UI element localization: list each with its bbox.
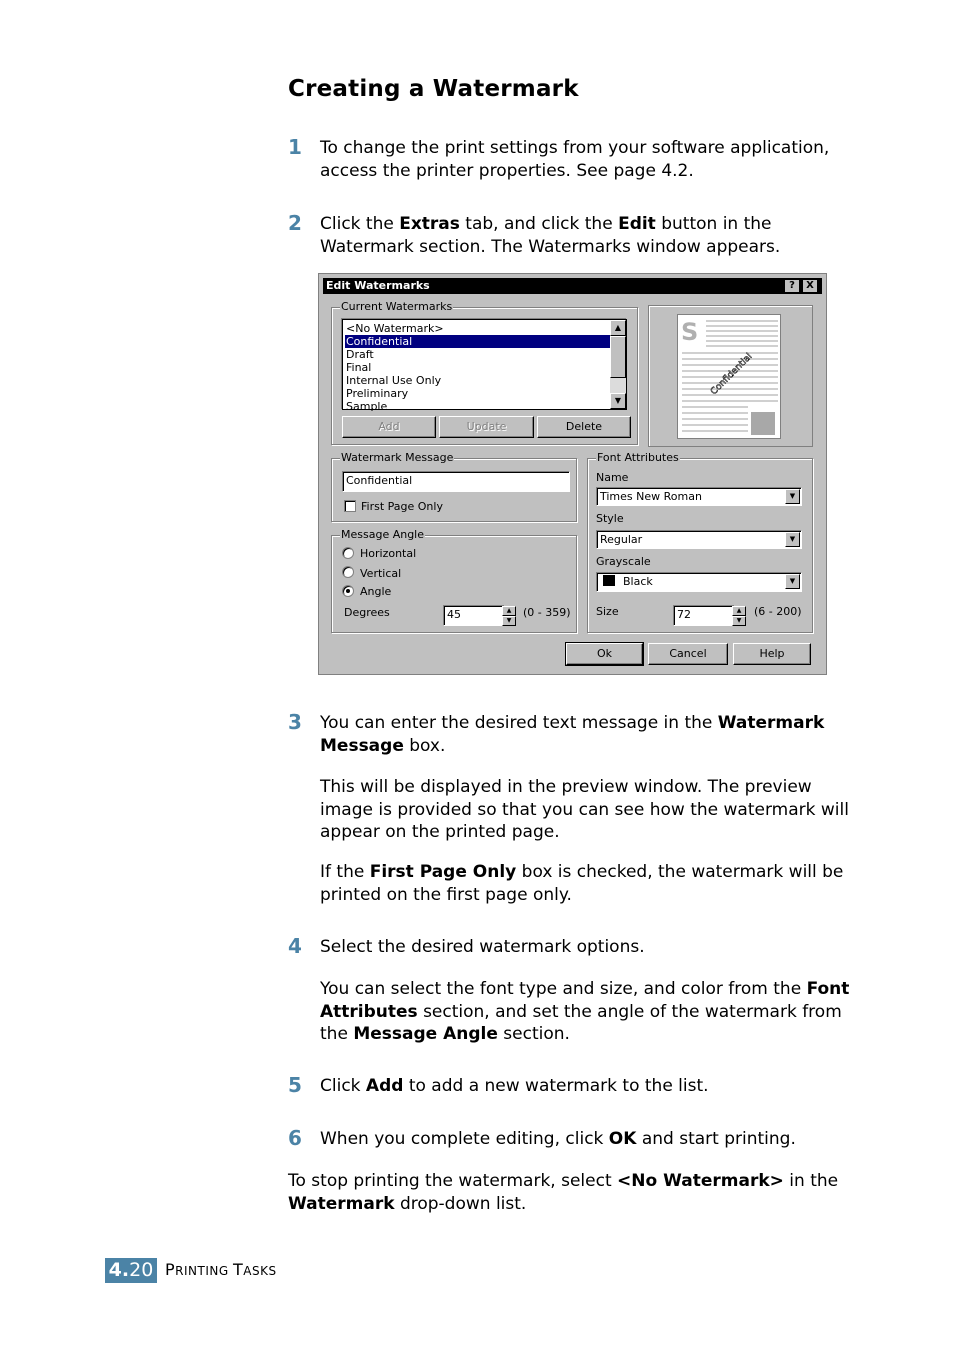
- scroll-thumb[interactable]: [610, 336, 626, 378]
- font-attributes-group: [587, 451, 813, 633]
- grayscale-value: Black: [623, 575, 653, 588]
- list-item[interactable]: Draft: [346, 348, 374, 361]
- spin-down-icon[interactable]: ▼: [732, 616, 746, 626]
- size-input[interactable]: 72: [673, 605, 735, 626]
- vertical-radio[interactable]: [342, 566, 354, 578]
- scroll-down-icon[interactable]: ▼: [610, 393, 626, 409]
- preview-watermark-text: Confidential: [709, 351, 755, 398]
- watermarks-listbox[interactable]: [342, 319, 627, 410]
- font-style-dropdown[interactable]: [596, 530, 802, 549]
- page-title: Creating a Watermark: [288, 76, 579, 102]
- dialog-titlebar: [323, 278, 822, 294]
- close-button[interactable]: X: [802, 279, 818, 293]
- step-1-text: To change the print settings from your software application, access the printer properties. See page 4.2.: [320, 138, 830, 181]
- preview-frame: [648, 305, 813, 447]
- font-attributes-legend: Font Attributes: [597, 451, 679, 464]
- list-item[interactable]: Preliminary: [346, 387, 409, 400]
- degrees-spinner[interactable]: [502, 606, 516, 626]
- step-3-detail: This will be displayed in the preview window. The preview image is provided so that you can see how the watermark will appear on the printed page.: [320, 777, 849, 842]
- grayscale-label: Grayscale: [596, 555, 651, 568]
- size-range: (6 - 200): [754, 605, 802, 618]
- watermark-message-legend: Watermark Message: [341, 451, 454, 464]
- step-5-text: Click Add to add a new watermark to the list.: [320, 1076, 709, 1096]
- font-style-value: Regular: [600, 533, 643, 546]
- message-angle-group: [331, 528, 577, 633]
- spin-down-icon[interactable]: ▼: [502, 616, 516, 626]
- scroll-up-icon[interactable]: ▲: [610, 320, 626, 336]
- delete-button[interactable]: Delete: [537, 416, 631, 438]
- chevron-down-icon[interactable]: ▼: [785, 574, 800, 589]
- chevron-down-icon[interactable]: ▼: [785, 489, 800, 504]
- step-number: 4: [288, 934, 302, 958]
- message-angle-legend: Message Angle: [341, 528, 425, 541]
- preview-page: [677, 314, 781, 439]
- font-name-value: Times New Roman: [600, 490, 702, 503]
- add-button[interactable]: Add: [342, 416, 436, 438]
- list-item[interactable]: Sample: [346, 400, 388, 411]
- step-4-text: Select the desired watermark options.: [320, 937, 645, 957]
- size-spinner[interactable]: [732, 606, 746, 626]
- stop-watermark-note: To stop printing the watermark, select <No Watermark> in the Watermark drop-down list.: [288, 1171, 839, 1214]
- current-watermarks-legend: Current Watermarks: [341, 300, 453, 313]
- step-number: 1: [288, 135, 302, 159]
- font-name-dropdown[interactable]: [596, 487, 802, 506]
- horizontal-label: Horizontal: [360, 547, 417, 560]
- edit-watermarks-dialog: [318, 273, 827, 675]
- font-name-label: Name: [596, 471, 629, 484]
- spin-up-icon[interactable]: ▲: [502, 606, 516, 616]
- color-swatch-icon: [603, 575, 615, 586]
- list-scrollbar[interactable]: [610, 320, 626, 409]
- list-item-selected[interactable]: Confidential: [345, 335, 611, 348]
- list-item[interactable]: Final: [346, 361, 372, 374]
- dialog-title: Edit Watermarks: [326, 279, 430, 292]
- help-question-button[interactable]: ?: [784, 279, 800, 293]
- update-button[interactable]: Update: [439, 416, 534, 438]
- degrees-range: (0 - 359): [523, 606, 571, 619]
- current-watermarks-group: [331, 300, 638, 445]
- step-number: 3: [288, 710, 302, 734]
- preview-letter: S: [681, 318, 699, 346]
- step-3-note: If the First Page Only box is checked, the watermark will be printed on the first page only.: [320, 862, 844, 905]
- angle-label: Angle: [360, 585, 392, 598]
- step-4-detail: You can select the font type and size, and color from the Font Attributes section, and set the angle of the watermark from the Message Angle section.: [320, 979, 850, 1044]
- preview-page-graphic: [678, 315, 782, 440]
- step-3-text: You can enter the desired text message in the Watermark Message box.: [320, 713, 825, 756]
- radio-selected-dot: [346, 589, 350, 593]
- step-number: 5: [288, 1073, 302, 1097]
- page-number-badge: 4.20: [105, 1258, 157, 1283]
- first-page-only-label: First Page Only: [361, 500, 443, 513]
- chevron-down-icon[interactable]: ▼: [785, 532, 800, 547]
- grayscale-dropdown[interactable]: [596, 572, 802, 592]
- horizontal-radio[interactable]: [342, 547, 354, 559]
- vertical-label: Vertical: [360, 567, 402, 580]
- cancel-button[interactable]: Cancel: [648, 643, 728, 665]
- list-item[interactable]: <No Watermark>: [346, 322, 444, 335]
- watermark-message-input[interactable]: Confidential: [342, 471, 570, 492]
- step-2-text: Click the Extras tab, and click the Edit button in the Watermark section. The Watermarks window appears.: [320, 214, 781, 257]
- ok-button[interactable]: Ok: [566, 643, 643, 665]
- help-button[interactable]: Help: [733, 643, 811, 665]
- angle-radio[interactable]: [342, 585, 354, 597]
- first-page-only-checkbox[interactable]: [344, 500, 356, 512]
- list-item[interactable]: Internal Use Only: [346, 374, 442, 387]
- degrees-label: Degrees: [344, 606, 390, 619]
- size-label: Size: [596, 605, 619, 618]
- section-name: PRINTING TASKS: [165, 1260, 277, 1279]
- font-style-label: Style: [596, 512, 624, 525]
- watermark-message-group: [331, 451, 577, 522]
- spin-up-icon[interactable]: ▲: [732, 606, 746, 616]
- step-number: 6: [288, 1126, 302, 1150]
- step-number: 2: [288, 211, 302, 235]
- degrees-input[interactable]: 45: [443, 605, 505, 626]
- step-6-text: When you complete editing, click OK and start printing.: [320, 1129, 796, 1149]
- preview-image-block: [751, 412, 775, 435]
